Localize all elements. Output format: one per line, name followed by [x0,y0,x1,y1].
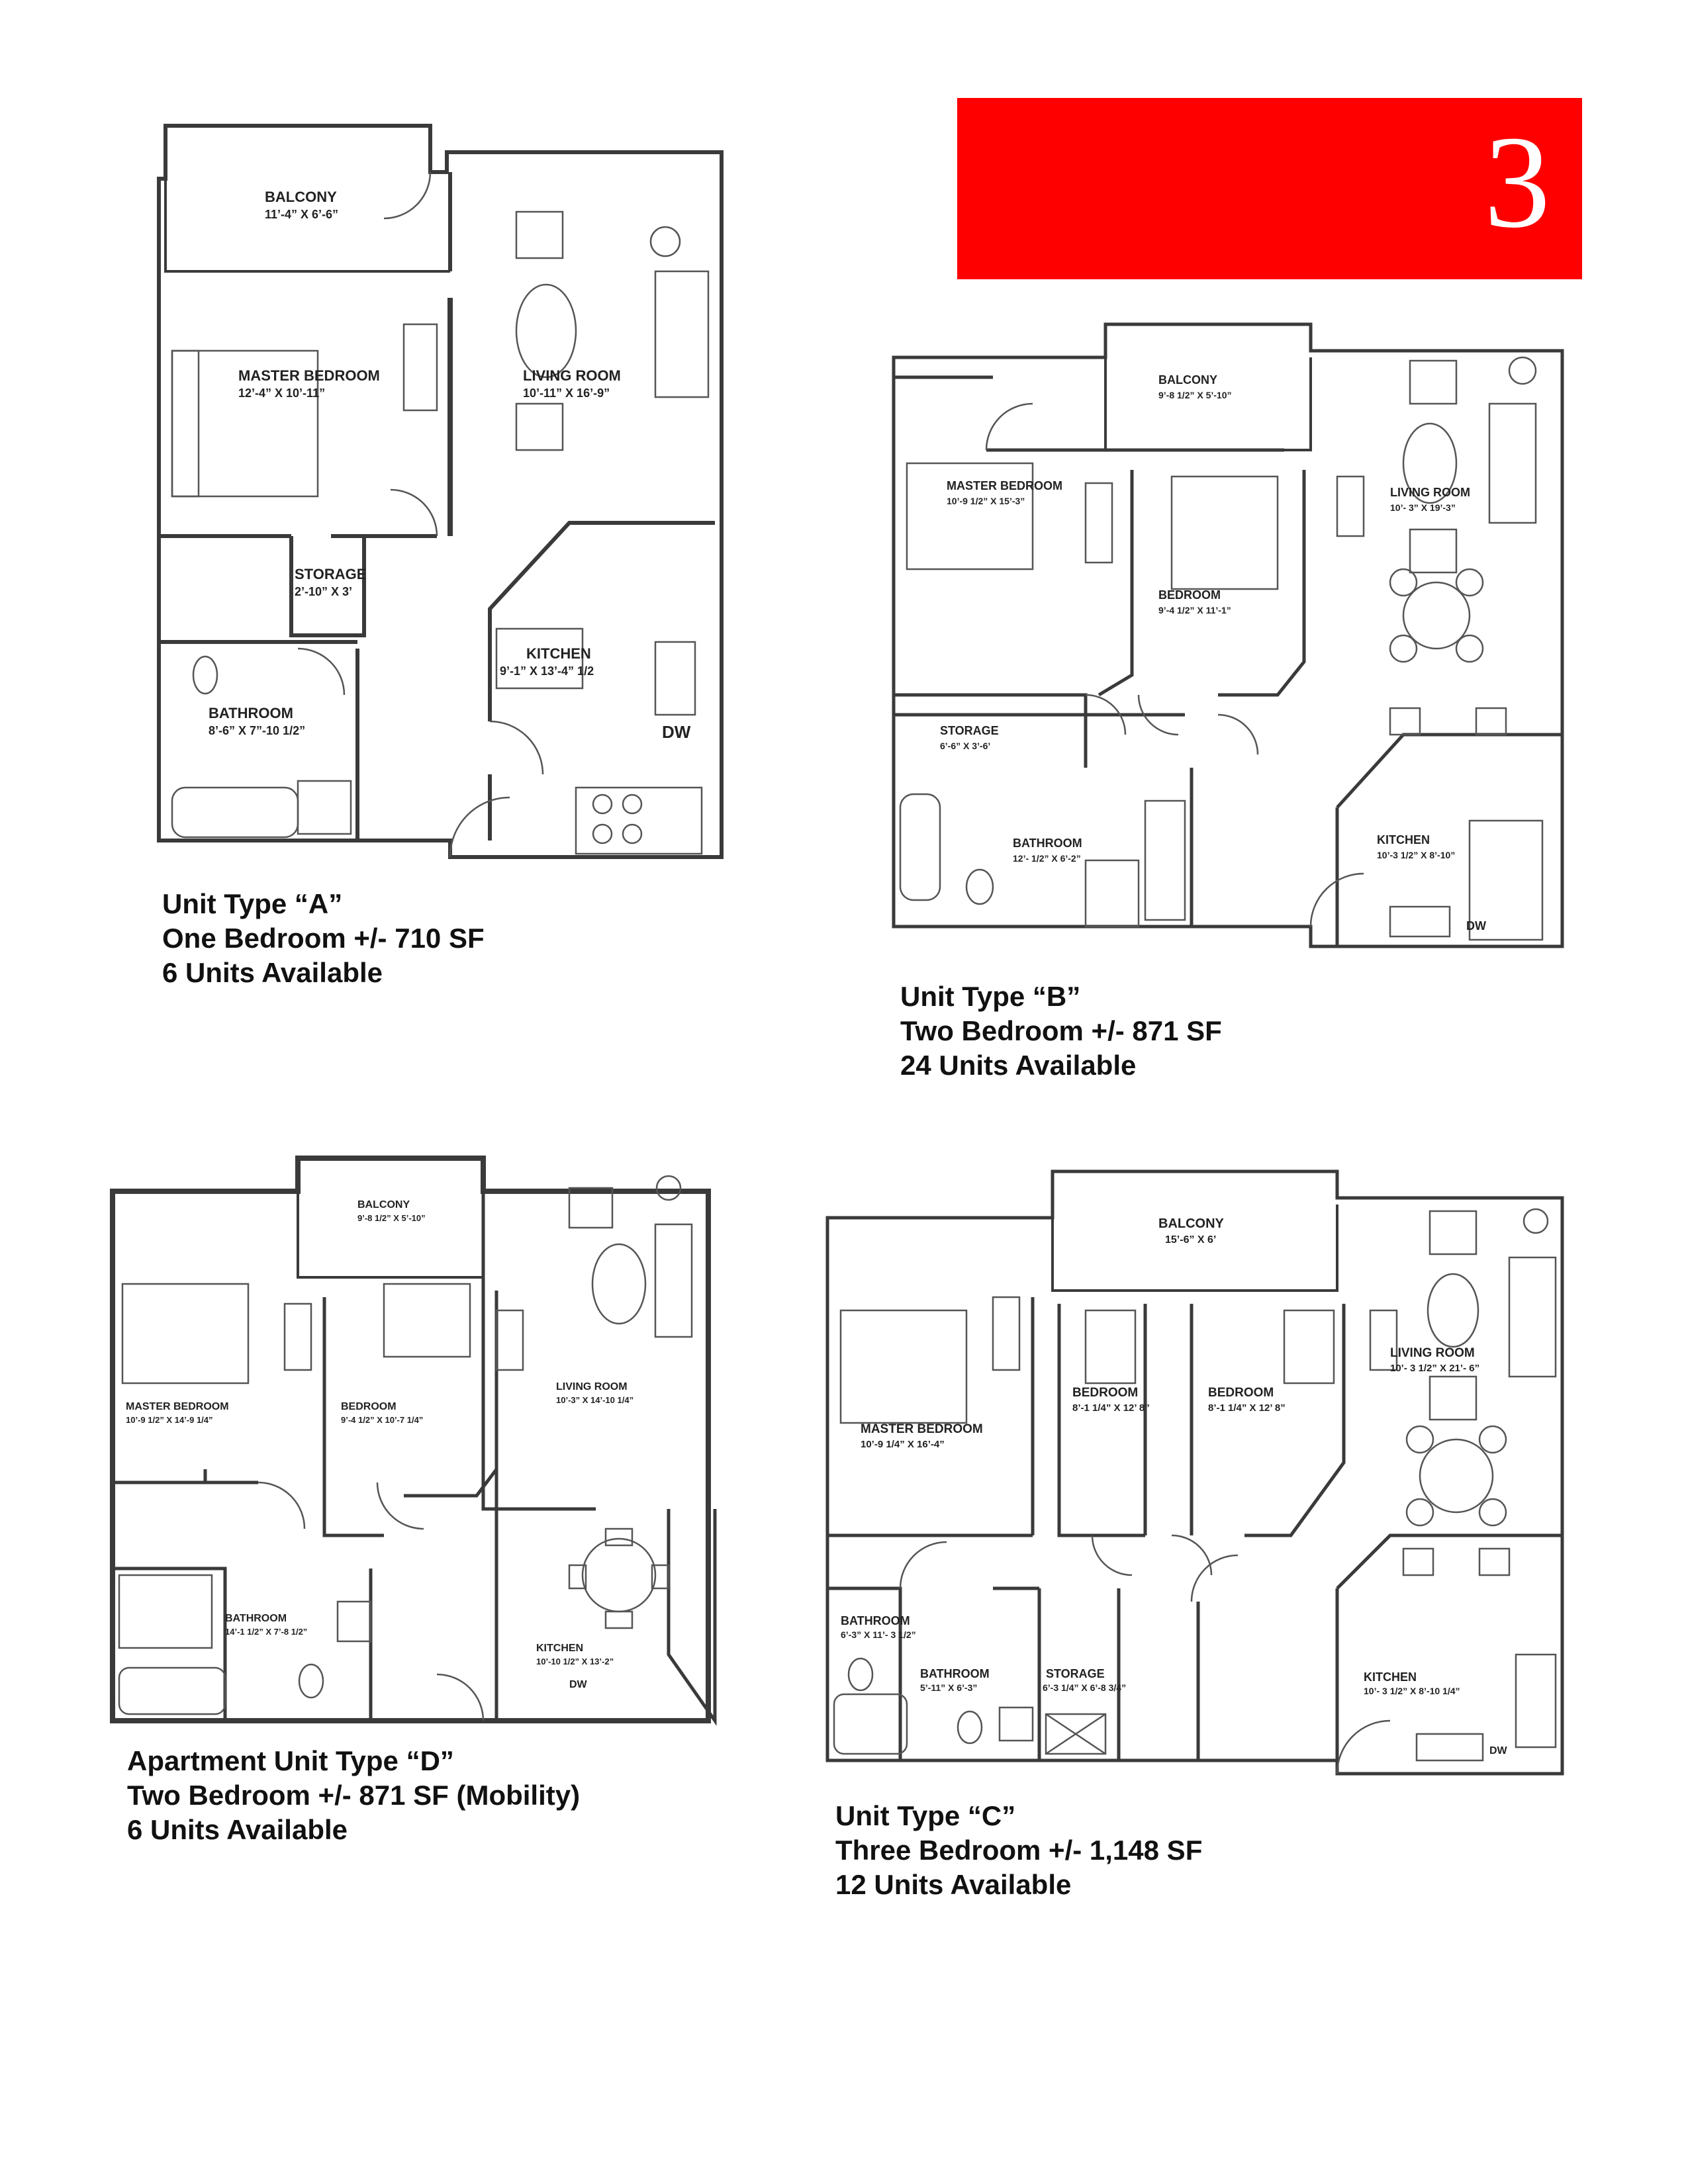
unit-a-caption-line-1: Unit Type “A” [162,888,343,919]
unit-c-caption-line-3: 12 Units Available [835,1869,1072,1900]
unit-d-room-dims-2: 10’-9 1/2” X 14’-9 1/4” [126,1415,213,1425]
unit-d-room-dims-4: 14’-1 1/2” X 7’-8 1/2” [225,1627,308,1637]
floor-plan-unit-a [146,119,735,880]
unit-b-room-dims-5: 12’- 1/2” X 6’-2” [1013,853,1081,864]
unit-b-room-dims-0: 9’-8 1/2” X 5’-10” [1158,390,1232,400]
unit-d-room-name-0: BALCONY [357,1199,410,1210]
unit-b-caption-line-3: 24 Units Available [900,1050,1137,1081]
unit-c-room-name-7: STORAGE [1046,1667,1105,1680]
unit-d-room-name-4: BATHROOM [225,1613,287,1624]
unit-c-room-dims-0: 15’-6” X 6’ [1165,1234,1217,1246]
unit-d-room-name-1: LIVING ROOM [556,1381,628,1392]
unit-a-room-name-0: BALCONY [265,189,337,205]
unit-c-room-dims-2: 8’-1 1/4” X 12’ 8” [1072,1402,1150,1414]
unit-d-dw-label: DW [569,1679,587,1690]
unit-c-room-dims-7: 6’-3 1/4” X 6’-8 3/4” [1043,1682,1127,1693]
unit-d-room-dims-5: 10’-10 1/2” X 13’-2” [536,1657,614,1666]
unit-a-room-dims-2: 10’-11” X 16’-9” [523,387,610,400]
page-number: 3 [1484,109,1550,255]
unit-d-caption-line-3: 6 Units Available [127,1814,348,1845]
unit-a-room-name-2: LIVING ROOM [523,367,621,384]
unit-c-room-name-5: BATHROOM [841,1614,910,1627]
unit-c-caption-line-1: Unit Type “C” [835,1800,1016,1831]
unit-b-room-name-2: BEDROOM [1158,588,1221,602]
unit-a-room-dims-4: 9’-1” X 13’-4” 1/2 [500,664,594,678]
unit-c-room-name-8: KITCHEN [1364,1670,1417,1684]
unit-a-room-name-3: STORAGE [295,566,367,582]
unit-b-room-name-1: MASTER BEDROOM [947,479,1062,492]
unit-a-caption-line-2: One Bedroom +/- 710 SF [162,923,485,954]
unit-d-caption [127,1744,580,1847]
unit-b-room-dims-1: 10’-9 1/2” X 15’-3” [947,496,1025,506]
unit-d-room-name-2: MASTER BEDROOM [126,1401,229,1412]
unit-c-room-name-0: BALCONY [1158,1216,1224,1231]
unit-d-room-name-3: BEDROOM [341,1401,397,1412]
unit-c-room-name-1: LIVING ROOM [1390,1346,1475,1360]
unit-a-room-name-5: BATHROOM [209,705,293,721]
unit-c-caption-line-2: Three Bedroom +/- 1,148 SF [835,1835,1203,1866]
floor-plan-unit-c [821,1165,1569,1780]
unit-b-dw-label: DW [1466,919,1486,933]
unit-c-room-dims-6: 5’-11” X 6’-3” [920,1682,978,1693]
unit-a-room-dims-0: 11’-4” X 6’-6” [265,208,339,221]
unit-d-caption-line-1: Apartment Unit Type “D” [127,1745,454,1776]
unit-a-room-dims-5: 8’-6” X 7”-10 1/2” [209,724,306,737]
unit-b-caption-line-2: Two Bedroom +/- 871 SF [900,1015,1222,1046]
unit-c-room-dims-8: 10’- 3 1/2” X 8’-10 1/4” [1364,1686,1460,1696]
unit-d-room-dims-1: 10’-3” X 14’-10 1/4” [556,1395,634,1405]
unit-d-caption-line-2: Two Bedroom +/- 871 SF (Mobility) [127,1780,581,1811]
unit-b-room-name-3: LIVING ROOM [1390,486,1470,499]
unit-c-room-dims-4: 10’-9 1/4” X 16’-4” [861,1439,945,1450]
unit-b-room-name-5: BATHROOM [1013,837,1082,850]
unit-c-room-dims-5: 6’-3” X 11’- 3 1/2” [841,1629,916,1640]
unit-b-room-dims-6: 10’-3 1/2” X 8’-10” [1377,850,1456,860]
unit-c-room-dims-1: 10’- 3 1/2” X 21’- 6” [1390,1363,1480,1374]
unit-c-room-name-3: BEDROOM [1208,1386,1274,1400]
unit-b-room-dims-2: 9’-4 1/2” X 11’-1” [1158,605,1231,615]
unit-a-dw-label: DW [662,722,691,742]
unit-b-caption [900,979,1222,1083]
unit-a-room-dims-3: 2’-10” X 3’ [295,585,353,598]
unit-c-caption [835,1799,1202,1902]
page-number-badge [957,98,1582,279]
unit-b-room-dims-4: 6’-6” X 3’-6’ [940,741,991,751]
unit-c-dw-label: DW [1489,1745,1507,1756]
unit-d-room-name-5: KITCHEN [536,1643,584,1654]
unit-c-room-name-2: BEDROOM [1072,1386,1139,1400]
unit-d-room-dims-3: 9’-4 1/2” X 10’-7 1/4” [341,1415,424,1425]
unit-a-room-name-1: MASTER BEDROOM [238,367,380,384]
floor-plan-unit-d [106,1152,715,1734]
unit-b-room-dims-3: 10’- 3” X 19’-3” [1390,502,1456,513]
unit-a-room-dims-1: 12’-4” X 10’-11” [238,387,326,400]
unit-b-room-name-6: KITCHEN [1377,833,1430,846]
unit-b-room-name-4: STORAGE [940,724,999,737]
unit-a-caption-line-3: 6 Units Available [162,957,383,988]
unit-d-room-dims-0: 9’-8 1/2” X 5’-10” [357,1213,426,1223]
unit-a-room-name-4: KITCHEN [526,645,591,662]
unit-c-room-name-4: MASTER BEDROOM [861,1422,983,1436]
unit-a-caption [162,887,485,990]
floor-plan-unit-b [887,318,1569,953]
unit-b-caption-line-1: Unit Type “B” [900,981,1081,1012]
unit-b-room-name-0: BALCONY [1158,373,1217,387]
unit-c-room-dims-3: 8’-1 1/4” X 12’ 8” [1208,1402,1286,1414]
unit-c-room-name-6: BATHROOM [920,1667,990,1680]
